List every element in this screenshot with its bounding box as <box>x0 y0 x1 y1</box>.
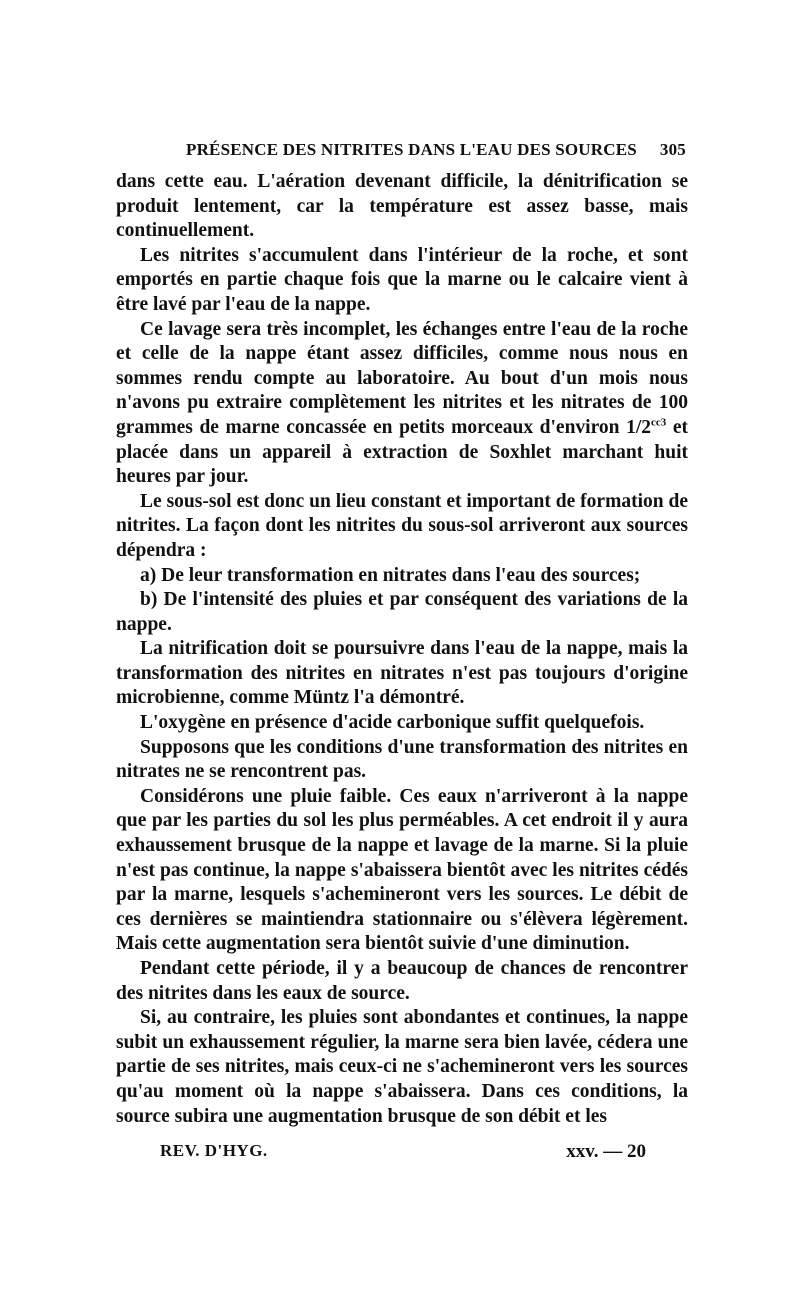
paragraph-10: Considérons une pluie faible. Ces eaux n'arriveront à la nappe que par les parties du sol les plus perméables. A cet endroit il y aura exhaussement brusque de la nappe et lavage de la marne. Si la pluie n'est pas continue, la nappe s'abaissera bientôt avec les nitrites cédés par la marne, lesquels s'achemineront vers les sources. Le débit de ces dernières se maintiendra stationnaire ou s'élèvera légèrement. Mais cette augmentation sera bientôt suivie d'une diminution. <box>116 785 688 955</box>
running-header <box>116 140 686 166</box>
paragraph-11: Pendant cette période, il y a beaucoup de chances de rencontrer des nitrites dans les eaux de source. <box>116 958 688 1004</box>
page-number: 305 <box>659 140 686 159</box>
paragraph-3-text-before: Ce lavage sera très incomplet, les échanges entre l'eau de la roche et celle de la nappe étant assez difficiles, comme nous nous en sommes rendu compte au laboratoire. Au bout d'un mois nous n'avons pu extraire complètement les nitrites et les nitrates de 100 grammes de marne concassée en petits morceaux d'environ 1/2 <box>116 318 688 438</box>
paragraph-3-text-after: et placée dans un appareil à extraction de Soxhlet marchant huit heures par jour. <box>116 416 688 488</box>
paragraph-4: Le sous-sol est donc un lieu constant et important de formation de nitrites. La façon dont les nitrites du sous-sol arriveront aux sources dépendra : <box>116 490 688 561</box>
list-item-b: b) De l'intensité des pluies et par conséquent des variations de la nappe. <box>116 589 688 635</box>
page-footer <box>116 1141 688 1165</box>
running-title: PRÉSENCE DES NITRITES DANS L'EAU DES SOURCES <box>186 140 637 159</box>
sheet-signature: xxv. — 20 <box>566 1141 646 1162</box>
paragraph-12: Si, au contraire, les pluies sont abondantes et continues, la nappe subit un exhaussement régulier, la marne sera bien lavée, cédera une partie de ses nitrites, mais ceux-ci ne s'achemineront vers les sources qu'au moment où la nappe s'abaissera. Dans ces conditions, la source subira une augmentation brusque de son débit et les <box>116 1007 688 1127</box>
journal-signature: REV. D'HYG. <box>160 1141 268 1160</box>
paragraph-3 <box>116 318 688 490</box>
paragraph-8: L'oxygène en présence d'acide carbonique suffit quelquefois. <box>140 712 645 734</box>
body-text <box>116 170 688 1129</box>
paragraph-7: La nitrification doit se poursuivre dans l'eau de la nappe, mais la transformation des nitrites en nitrates n'est pas toujours d'origine microbienne, comme Müntz l'a démontré. <box>116 638 688 709</box>
paragraph-9: Supposons que les conditions d'une transformation des nitrites en nitrates ne se rencontrent pas. <box>116 736 688 783</box>
paragraph-2: Les nitrites s'accumulent dans l'intérieur de la roche, et sont emportés en partie chaque fois que la marne ou le calcaire vient à être lavé par l'eau de la nappe. <box>116 244 688 315</box>
paragraph-1: dans cette eau. L'aération devenant difficile, la dénitrification se produit lentement, car la température est assez basse, mais continuellement. <box>116 171 688 242</box>
unit-superscript: cc3 <box>651 416 667 429</box>
list-item-a: a) De leur transformation en nitrates dans l'eau des sources; <box>140 564 641 586</box>
